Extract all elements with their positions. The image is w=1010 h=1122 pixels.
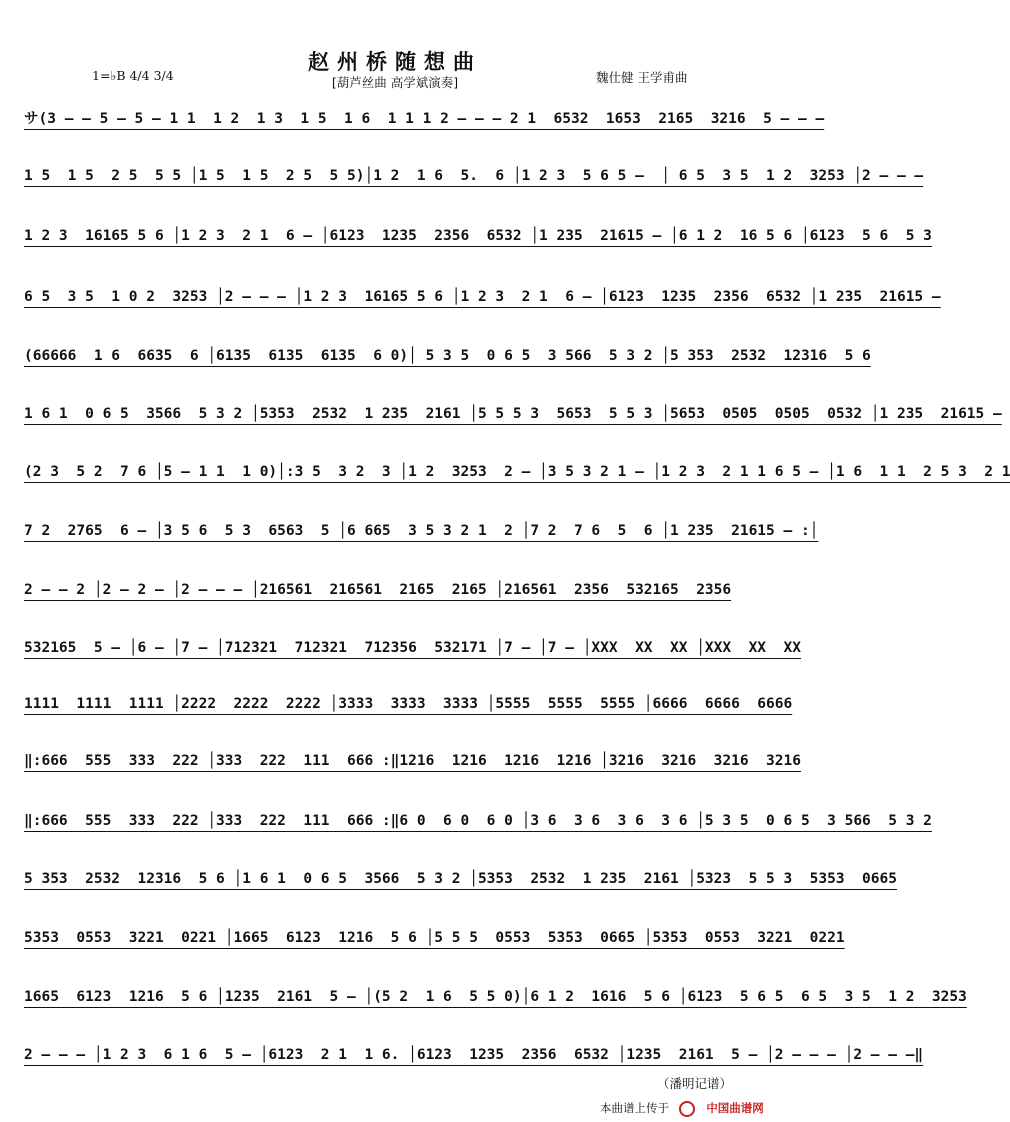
site-name: 中国曲谱网: [706, 1101, 764, 1115]
notation-line: 1 6 1 0 6 5 3566 5 3 2 │5353 2532 1 235 2161 │5 5 5 3 5653 5 5 3 │5653 0505 0505 0532 │1 235 21615 —: [24, 406, 1002, 422]
notation-line: 2 — — 2 │2 — 2 — │2 — — — │216561 216561 2165 2165 │216561 2356 532165 2356: [24, 582, 732, 598]
notation-line: ‖:666 555 333 222 │333 222 111 666 :‖1216 1216 1216 1216 │3216 3216 3216 3216: [24, 753, 801, 769]
key-signature: 1=♭B 4/4 3/4: [92, 68, 174, 83]
notation-line: ‖:666 555 333 222 │333 222 111 666 :‖6 0 6 0 6 0 │3 6 3 6 3 6 3 6 │5 3 5 0 6 5 3 566 5 3 2: [24, 813, 932, 829]
page-subtitle: [葫芦丝曲 高学斌演奏]: [331, 75, 459, 90]
notation-line: 2 — — — │1 2 3 6 1 6 5 — │6123 2 1 1 6. │6123 1235 2356 6532 │1235 2161 5 — │2 — — — │2 — — —‖: [24, 1047, 924, 1063]
notation-line: 1665 6123 1216 5 6 │1235 2161 5 — │(5 2 1 6 5 5 0)│6 1 2 1616 5 6 │6123 5 6 5 6 5 3 5 1 2 3253: [24, 989, 967, 1005]
notation-line: (2 3 5 2 7 6 │5 — 1 1 1 0)│:3 5 3 2 3 │1 2 3253 2 — │3 5 3 2 1 — │1 2 3 2 1 1 6 5 — │1 6 1 1 2 5 3 2 1: [24, 464, 1010, 480]
upload-note: 本曲谱上传于: [600, 1101, 669, 1115]
notation-line: 1 5 1 5 2 5 5 5 │1 5 1 5 2 5 5 5)│1 2 1 6 5. 6 │1 2 3 5 6 5 — │ 6 5 3 5 1 2 3253 │2 — — —: [24, 168, 924, 184]
notation-line: (66666 1 6 6635 6 │6135 6135 6135 6 0)│ 5 3 5 0 6 5 3 566 5 3 2 │5 353 2532 12316 5 6: [24, 348, 871, 364]
notation-line: 532165 5 — │6 — │7 — │712321 712321 712356 532171 │7 — │7 — │XXX XX XX │XXX XX XX: [24, 640, 801, 656]
notation-line: 5353 0553 3221 0221 │1665 6123 1216 5 6 │5 5 5 0553 5353 0665 │5353 0553 3221 0221: [24, 930, 845, 946]
notation-line: サ(3 — — 5 — 5 — 1 1 1 2 1 3 1 5 1 6 1 1 1 2 — — — 2 1 6532 1653 2165 3216 5 — — —: [24, 111, 825, 127]
page-title: 赵州桥随想曲: [308, 49, 482, 74]
composer-credit: 魏仕健 王学甫曲: [596, 70, 688, 85]
notation-line: 1111 1111 1111 │2222 2222 2222 │3333 3333 3333 │5555 5555 5555 │6666 6666 6666: [24, 696, 793, 712]
notation-line: 6 5 3 5 1 0 2 3253 │2 — — — │1 2 3 16165 5 6 │1 2 3 2 1 6 — │6123 1235 2356 6532 │1 235 21615 —: [24, 289, 941, 305]
footer-upload: [600, 1100, 764, 1117]
site-logo-icon: [679, 1101, 695, 1117]
notation-line: 5 353 2532 12316 5 6 │1 6 1 0 6 5 3566 5 3 2 │5353 2532 1 235 2161 │5323 5 5 3 5353 0665: [24, 871, 897, 887]
notation-line: 7 2 2765 6 — │3 5 6 5 3 6563 5 │6 665 3 5 3 2 1 2 │7 2 7 6 5 6 │1 235 21615 — :│: [24, 523, 819, 539]
notation-line: 1 2 3 16165 5 6 │1 2 3 2 1 6 — │6123 1235 2356 6532 │1 235 21615 — │6 1 2 16 5 6 │6123 5 6 5 3: [24, 228, 932, 244]
scribe-credit: （潘明记谱）: [657, 1076, 733, 1091]
